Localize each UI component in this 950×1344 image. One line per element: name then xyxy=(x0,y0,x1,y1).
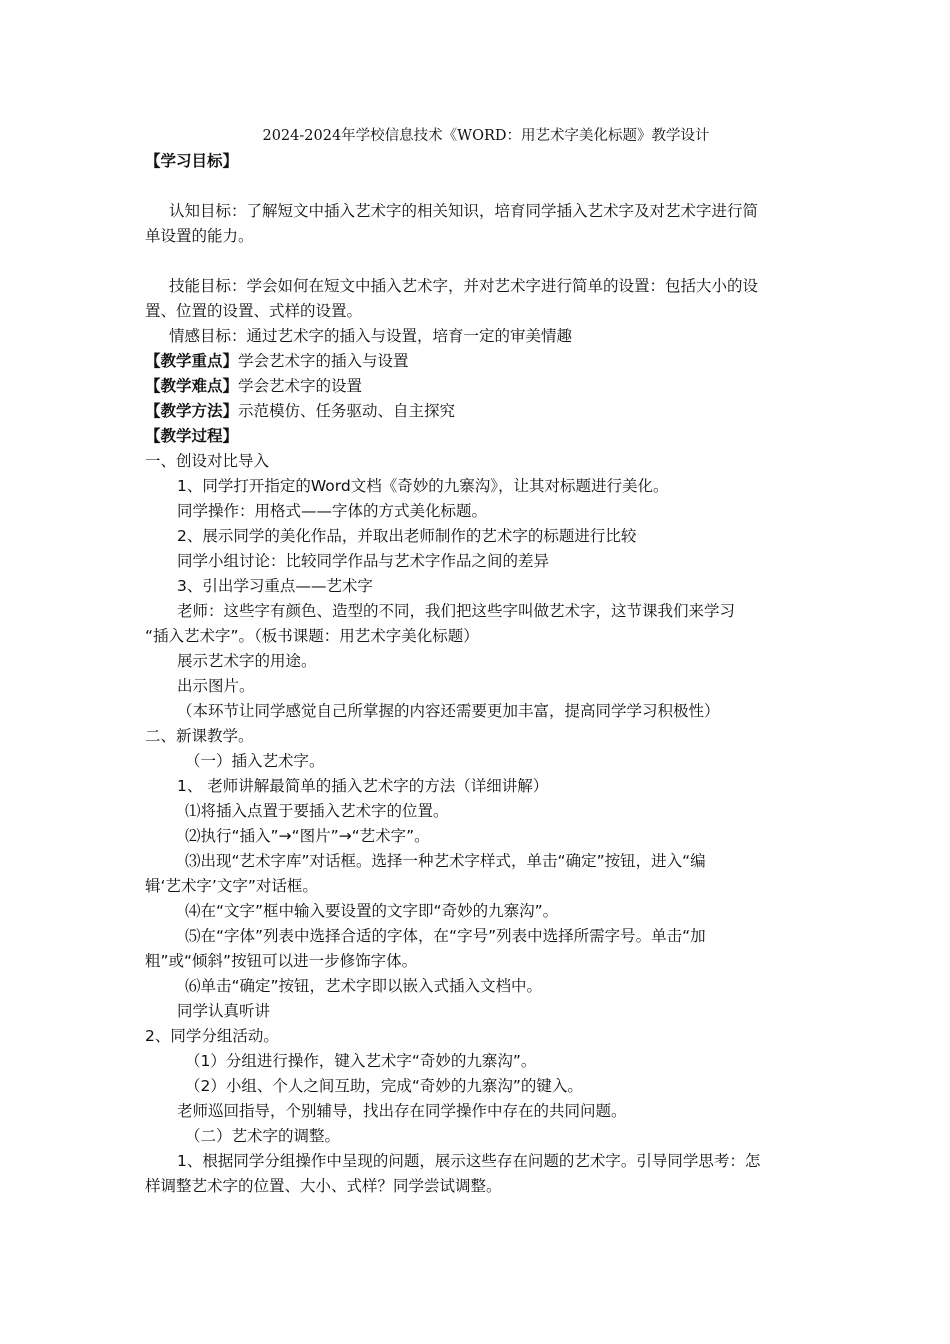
process-line: 2、同学分组活动。 xyxy=(145,1027,279,1045)
teaching-focus-text: 学会艺术字的插入与设置 xyxy=(238,352,409,370)
section-heading-process: 【教学过程】 xyxy=(145,427,239,445)
process-line: ⑹单击“确定”按钮，艺术字即以嵌入式插入文档中。 xyxy=(185,977,543,995)
goal-cognitive-line-1: 认知目标：了解短文中插入艺术字的相关知识，培育同学插入艺术字及对艺术字进行简 xyxy=(169,202,759,220)
goal-cognitive-line-2: 单设置的能力。 xyxy=(145,227,254,245)
teaching-focus xyxy=(145,349,807,374)
process-line: 出示图片。 xyxy=(177,677,255,695)
teaching-method xyxy=(145,399,807,424)
process-line: 一、创设对比导入 xyxy=(145,452,270,470)
document-body xyxy=(145,124,807,1199)
process-line: ⑶出现“艺术字库”对话框。选择一种艺术字样式，单击“确定”按钮，进入“编 xyxy=(185,852,706,870)
process-line: ⑴将插入点置于要插入艺术字的位置。 xyxy=(185,802,449,820)
process-line: （1）分组进行操作，键入艺术字“奇妙的九寨沟”。 xyxy=(185,1052,537,1070)
process-line: 1、根据同学分组操作中呈现的问题，展示这些存在问题的艺术字。引导同学思考：怎 xyxy=(177,1152,761,1170)
process-line: 同学操作：用格式——字体的方式美化标题。 xyxy=(177,502,488,520)
process-line: “插入艺术字”。（板书课题：用艺术字美化标题） xyxy=(145,627,479,645)
process-line: 1、同学打开指定的Word文档《奇妙的九寨沟》，让其对标题进行美化。 xyxy=(177,477,669,495)
process-line: 粗”或“倾斜”按钮可以进一步修饰字体。 xyxy=(145,952,418,970)
section-heading-goals: 【学习目标】 xyxy=(145,152,239,170)
process-line: （二）艺术字的调整。 xyxy=(185,1127,341,1145)
process-line: （一）插入艺术字。 xyxy=(185,752,325,770)
goal-skill-line-1: 技能目标：学会如何在短文中插入艺术字，并对艺术字进行简单的设置：包括大小的设 xyxy=(169,277,759,295)
process-line: 3、引出学习重点——艺术字 xyxy=(177,577,373,595)
process-line: 1、 老师讲解最简单的插入艺术字的方法（详细讲解） xyxy=(177,777,549,795)
process-line: 同学认真听讲 xyxy=(177,1002,271,1020)
process-line: ⑵执行“插入”→“图片”→“艺术字”。 xyxy=(185,827,430,845)
teaching-focus-label: 【教学重点】 xyxy=(145,352,239,370)
teaching-difficulty-label: 【教学难点】 xyxy=(145,377,239,395)
document-title: 2024-2024年学校信息技术《WORD：用艺术字美化标题》教学设计 xyxy=(262,128,710,144)
teaching-method-label: 【教学方法】 xyxy=(145,402,239,420)
process-line: 二、新课教学。 xyxy=(145,727,254,745)
process-line: （2）小组、个人之间互助，完成“奇妙的九寨沟”的键入。 xyxy=(185,1077,583,1095)
teaching-difficulty-text: 学会艺术字的设置 xyxy=(238,377,363,395)
process-line: ⑷在“文字”框中输入要设置的文字即“奇妙的九寨沟”。 xyxy=(185,902,559,920)
process-line: （本环节让同学感觉自己所掌握的内容还需要更加丰富，提高同学学习积极性） xyxy=(177,702,720,720)
process-line: 辑‘艺术字’文字”对话框。 xyxy=(145,877,318,895)
process-line: ⑸在“字体”列表中选择合适的字体，在“字号”列表中选择所需字号。单击“加 xyxy=(185,927,706,945)
teaching-method-text: 示范模仿、任务驱动、自主探究 xyxy=(238,402,456,420)
process-line: 老师巡回指导，个别辅导，找出存在同学操作中存在的共同问题。 xyxy=(177,1102,627,1120)
goal-emotion-line: 情感目标：通过艺术字的插入与设置，培育一定的审美情趣 xyxy=(169,327,573,345)
process-line: 老师：这些字有颜色、造型的不同，我们把这些字叫做艺术字，这节课我们来学习 xyxy=(177,602,736,620)
teaching-difficulty xyxy=(145,374,807,399)
process-line: 展示艺术字的用途。 xyxy=(177,652,317,670)
process-line: 样调整艺术字的位置、大小、式样？同学尝试调整。 xyxy=(145,1177,502,1195)
process-line: 同学小组讨论：比较同学作品与艺术字作品之间的差异 xyxy=(177,552,550,570)
process-line: 2、展示同学的美化作品，并取出老师制作的艺术字的标题进行比较 xyxy=(177,527,637,545)
goal-skill-line-2: 置、位置的设置、式样的设置。 xyxy=(145,302,363,320)
